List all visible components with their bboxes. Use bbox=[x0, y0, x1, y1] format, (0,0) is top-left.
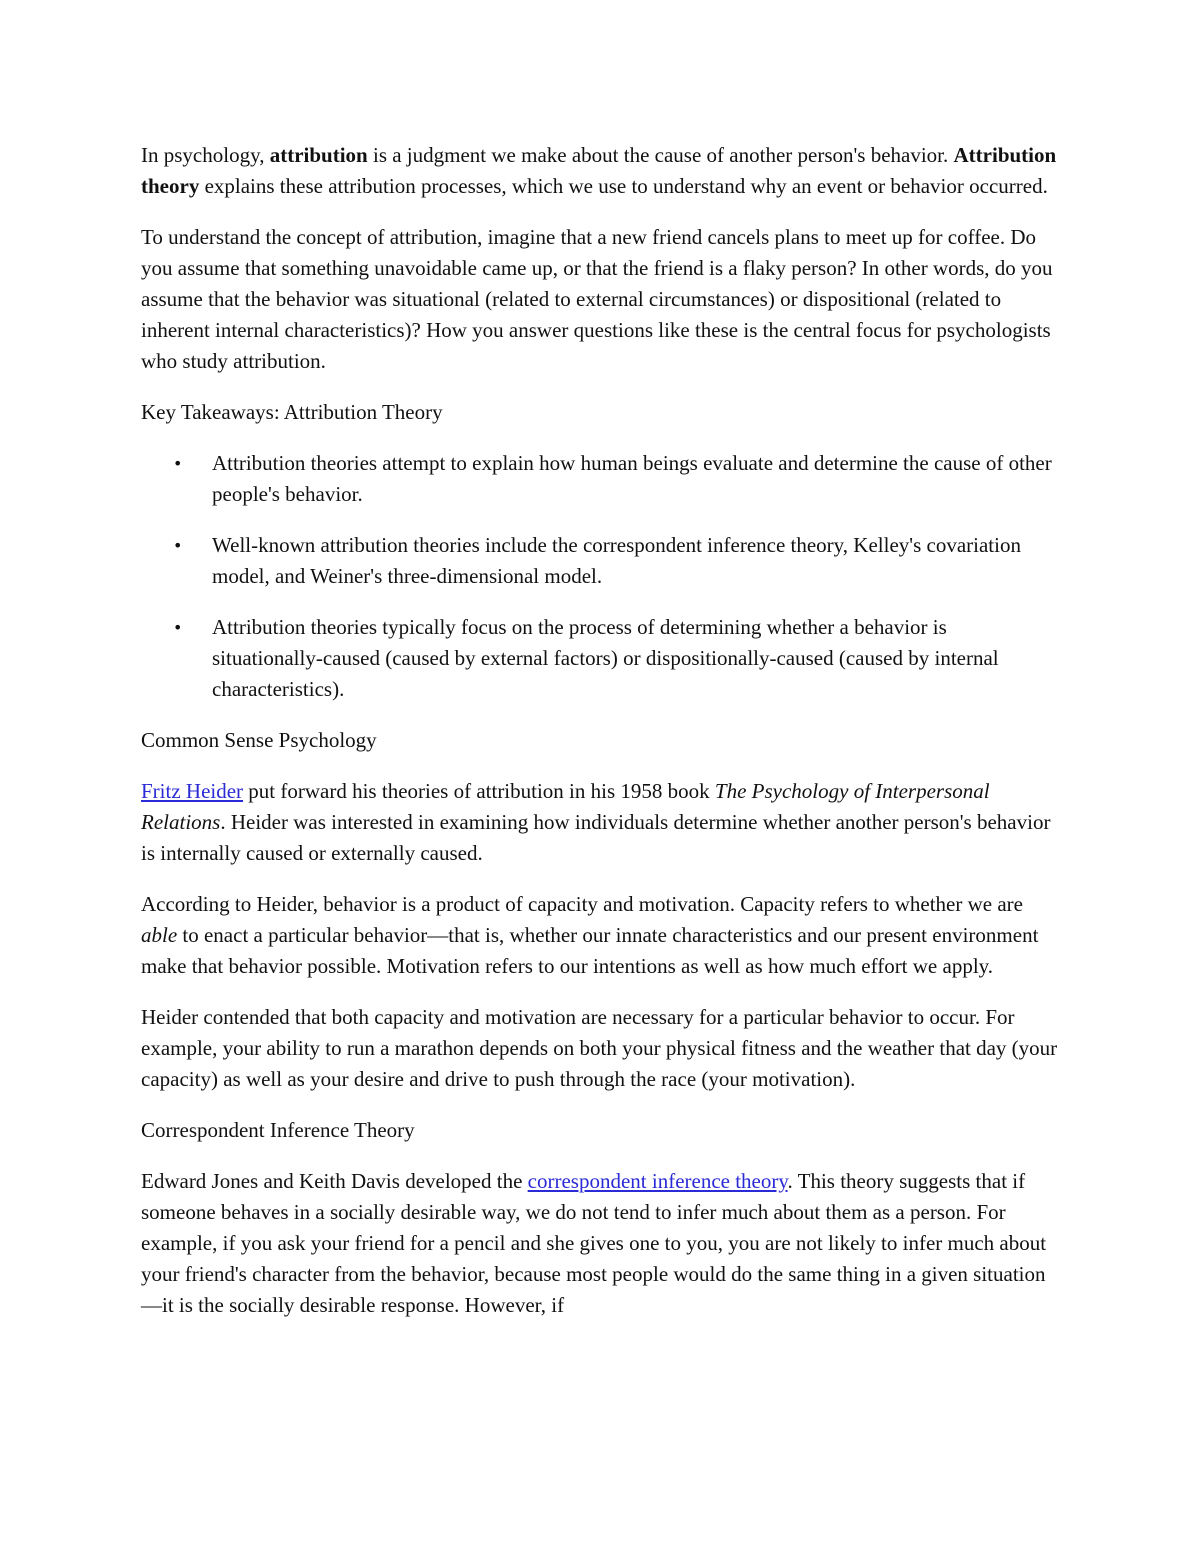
list-item bbox=[141, 612, 1061, 705]
intro-paragraph bbox=[141, 140, 1061, 202]
intro-text-1: In psychology, bbox=[141, 143, 270, 167]
marathon-paragraph: Heider contended that both capacity and motivation are necessary for a particular behavior to occur. For example, your ability to run a marathon depends on both your physical fitness and the weather that day (your capacity) as well as your desire and drive to push through the race (your motivation). bbox=[141, 1005, 1058, 1091]
list-item-text: Attribution theories typically focus on the process of determining whether a behavior is situationally-caused (caused by external factors) or dispositionally-caused (caused by internal characteristics). bbox=[212, 615, 999, 701]
correspondent-heading: Correspondent Inference Theory bbox=[141, 1118, 415, 1142]
intro-text-2: is a judgment we make about the cause of another person's behavior. bbox=[367, 143, 954, 167]
common-sense-heading: Common Sense Psychology bbox=[141, 728, 377, 752]
correspondent-text-1: Edward Jones and Keith Davis developed the bbox=[141, 1169, 528, 1193]
list-item-text: Attribution theories attempt to explain how human beings evaluate and determine the cause of other people's behavior. bbox=[212, 451, 1052, 506]
coffee-example-paragraph: To understand the concept of attribution, imagine that a new friend cancels plans to meet up for coffee. Do you assume that something unavoidable came up, or that the friend is a flaky person? In other words, do you assume that the behavior was situational (related to external circumstances) or dispositional (related to inherent internal characteristics)? How you answer questions like these is the central focus for psychologists who study attribution. bbox=[141, 225, 1053, 373]
document-page bbox=[141, 140, 1061, 1341]
capacity-text-2: to enact a particular behavior—that is, whether our innate characteristics and our present environment make that behavior possible. Motivation refers to our intentions as well as how much effort we apply. bbox=[141, 923, 1039, 978]
bullet-icon: • bbox=[173, 618, 183, 637]
bullet-icon: • bbox=[173, 536, 183, 555]
list-item bbox=[141, 448, 1061, 510]
capacity-paragraph bbox=[141, 889, 1061, 982]
correspondent-inference-link[interactable]: correspondent inference theory bbox=[527, 1169, 788, 1193]
book-title: The Psychology of Interpersonal Relations bbox=[141, 779, 990, 834]
key-takeaways-heading: Key Takeaways: Attribution Theory bbox=[141, 400, 443, 424]
bullet-icon: • bbox=[173, 454, 183, 473]
capacity-text-1: According to Heider, behavior is a product of capacity and motivation. Capacity refers to whether we are bbox=[141, 892, 1023, 916]
attribution-term: attribution bbox=[269, 143, 368, 167]
key-takeaways-list bbox=[141, 448, 1061, 705]
correspondent-paragraph bbox=[141, 1166, 1061, 1321]
heider-text-1: put forward his theories of attribution in his 1958 book bbox=[243, 779, 715, 803]
heider-text-2: . Heider was interested in examining how individuals determine whether another person's behavior is internally caused or externally caused. bbox=[141, 810, 1051, 865]
list-item-text: Well-known attribution theories include the correspondent inference theory, Kelley's covariation model, and Weiner's three-dimensional model. bbox=[212, 533, 1021, 588]
heider-paragraph bbox=[141, 776, 1061, 869]
correspondent-text-2: . This theory suggests that if someone behaves in a socially desirable way, we do not tend to infer much about them as a person. For example, if you ask your friend for a pencil and she gives one to you, you are not likely to infer much about your friend's character from the behavior, because most people would do the same thing in a given situation—it is the socially desirable response. However, if bbox=[141, 1169, 1047, 1317]
fritz-heider-link[interactable]: Fritz Heider bbox=[141, 779, 244, 803]
able-emphasis: able bbox=[141, 923, 178, 947]
attribution-theory-term: Attribution theory bbox=[141, 143, 1057, 198]
intro-text-3: explains these attribution processes, which we use to understand why an event or behavior occurred. bbox=[199, 174, 1048, 198]
list-item bbox=[141, 530, 1061, 592]
